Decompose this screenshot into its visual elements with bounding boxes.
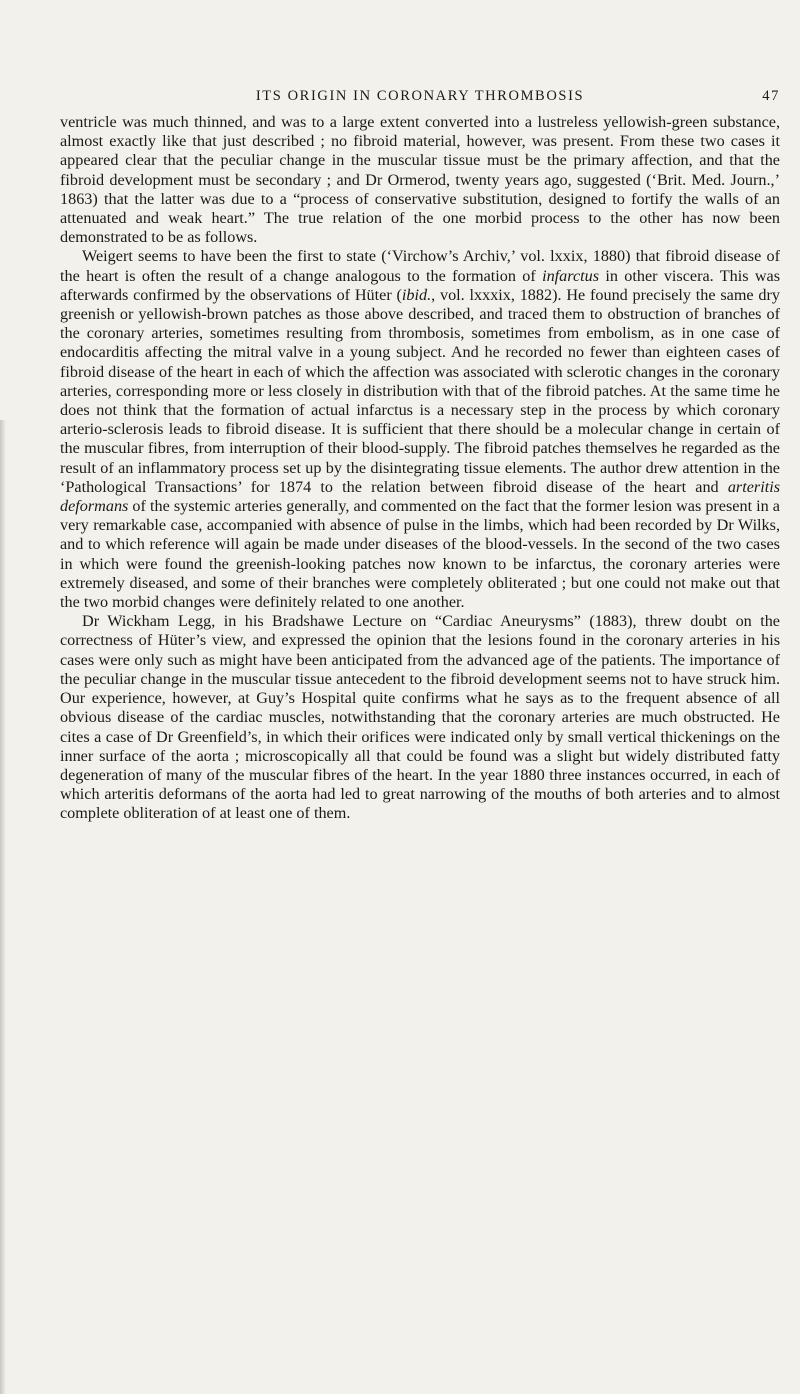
page-number: 47 xyxy=(762,88,780,104)
paragraph-3 xyxy=(60,612,780,823)
binding-shadow xyxy=(0,420,6,1394)
paragraph-text: in other viscera. This was afterwards confirmed by the observations of Hüter ( xyxy=(60,266,780,304)
italic-term: ibid. xyxy=(401,285,432,304)
italic-term: arteritis deformans xyxy=(60,477,780,516)
paragraph-text: , vol. lxxxix, 1882). He found precisely the same dry greenish or yellowish-brown patches as those above described, and traced them to obstruction of branches of the coronary arteries, sometimes resulting from thrombosis, sometimes from embolism, as in one case of endocarditis affecting the mitral valve in a young subject. And he recorded no fewer than eighteen cases of fibroid disease of the heart in each of which the affection was associated with sclerotic changes in the coronary arteries, corresponding more or less closely in distribution with that of the fibroid patches. At the same time he does not think that the formation of actual infarctus is a necessary step in the process by which coronary arterio-sclerosis leads to fibroid disease. It is sufficient that there should be a molecular change in certain of the muscular fibres, from interruption of their blood-supply. The fibroid patches themselves he regarded as the result of an inflammatory process set up by the disintegrating tissue elements. The author drew attention in the ‘Pathological Transactions’ for 1874 to the relation between fibroid disease of the heart and xyxy=(60,285,780,496)
paragraph-1 xyxy=(60,113,780,247)
running-title: ITS ORIGIN IN CORONARY THROMBOSIS xyxy=(255,88,585,104)
paragraph-text: ventricle was much thinned, and was to a large extent converted into a lustreless yellowish-green substance, almost exactly like that just described ; no fibroid material, however, was present. From these two cases it appeared clear that the peculiar change in the muscular tissue must be the primary affection, and that the fibroid development must be secondary ; and Dr Ormerod, twenty years ago, suggested (‘Brit. Med. Journ.,’ 1863) that the latter was due to a “process of conservative substitution, designed to fortify the walls of an attenuated and weak heart.” The true relation of the one morbid process to the other has now been demonstrated to be as follows. xyxy=(60,113,780,247)
paragraph-text: Dr Wickham Legg, in his Bradshawe Lecture on “Cardiac Aneurysms” (1883), threw doubt on the correctness of Hüter’s view, and expressed the opinion that the lesions found in the coronary arteries in his cases were only such as might have been anticipated from the advanced age of the patients. The importance of the peculiar change in the muscular tissue antecedent to the fibroid development seems not to have struck him. Our experience, however, at Guy’s Hospital quite confirms what he says as to the frequent absence of all obvious disease of the cardiac muscles, notwithstanding that the coronary arteries are much obstructed. He cites a case of Dr Greenfield’s, in which their orifices were indicated only by small vertical thickenings on the inner surface of the aorta ; microscopically all that could be found was a slight but widely distributed fatty degeneration of many of the muscular fibres of the heart. In the year 1880 three instances occurred, in each of which arteritis deformans of the aorta had led to great narrowing of the mouths of both arteries and to almost complete obliteration of at least one of them. xyxy=(60,612,780,823)
paragraph-text: of the systemic arteries generally, and commented on the fact that the former lesion was present in a very remarkable case, accompanied with absence of pulse in the limbs, which had been recorded by Dr Wilks, and to which reference will again be made under diseases of the blood-vessels. In the second of the two cases in which were found the greenish-looking patches now known to be infarctus, the coronary arteries were extremely diseased, and some of their branches were completely obliterated ; but one could not make out that the two morbid changes were definitely related to one another. xyxy=(60,497,780,612)
paragraph-2 xyxy=(60,247,780,612)
italic-term: infarctus xyxy=(542,266,600,285)
running-head xyxy=(60,88,780,108)
paragraph-text: Weigert seems to have been the first to state (‘Virchow’s Archiv,’ vol. lxxix, 1880) that fibroid disease of the heart is often the result of a change analogous to the formation of xyxy=(60,247,780,285)
body-text xyxy=(60,113,780,824)
